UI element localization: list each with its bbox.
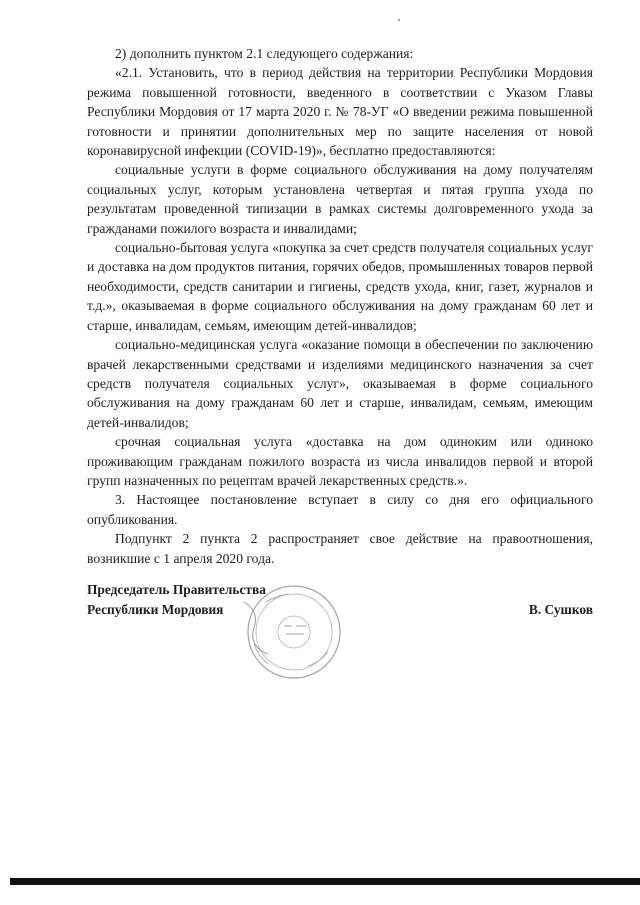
scan-speck xyxy=(398,19,400,21)
official-seal xyxy=(236,582,346,682)
paragraph-social-services: социальные услуги в форме социального обслуживания на дому получателям социальных услуг, которым установлена четвертая и пятая группа ухода по результатам проведенной типизации в рамках системы долговременного ухода за гражданами пожилого возраста и инвалидами; xyxy=(87,162,593,236)
signatory-title-line1: Председатель Правительства xyxy=(87,582,266,597)
paragraph-effective-date: 3. Настоящее постановление вступает в силу со дня его официального опубликования. xyxy=(87,492,593,527)
document-body xyxy=(87,44,593,568)
paragraph-urgent-service: срочная социальная услуга «доставка на дом одиноким или одиноко проживающим гражданам пожилого возраста из числа инвалидов первой и второй групп назначенных по рецептам врачей лекарственных средств.». xyxy=(87,434,593,488)
paragraph-amendment-intro: 2) дополнить пунктом 2.1 следующего содержания: xyxy=(115,46,414,61)
scan-bottom-edge xyxy=(10,878,640,885)
paragraph-2-1: «2.1. Установить, что в период действия на территории Республики Мордовия режима повышенной готовности, введенного в соответствии с Указом Главы Республики Мордовия от 17 марта 2020 г. № 78-УГ «О введении режима повышенной готовности и принятии дополнительных мер по защите населения от новой коронавирусной инфекции (COVID-19)», бесплатно предоставляются: xyxy=(87,65,593,159)
paragraph-retroactive: Подпункт 2 пункта 2 распространяет свое действие на правоотношения, возникшие с 1 апреля 2020 года. xyxy=(87,531,593,566)
paragraph-medical-service: социально-медицинская услуга «оказание помощи в обеспечении по заключению врачей лекарственными средствами и изделиями медицинского назначения за счет средств получателя социальных услуг», оказываемая в форме социального обслуживания на дому гражданам 60 лет и старше, инвалидам, семьям, имеющим детей-инвалидов; xyxy=(87,337,593,430)
paragraph-household-service: социально-бытовая услуга «покупка за счет средств получателя социальных услуг и доставка на дом продуктов питания, горячих обедов, промышленных товаров первой необходимости, средств санитарии и гигиены, средств ухода, книг, газет, журналов и т.д.», оказываемая в форме социального обслуживания на дому гражданам 60 лет и старше, инвалидам, семьям, имеющим детей-инвалидов; xyxy=(87,240,593,333)
signatory-title-line2: Республики Мордовия xyxy=(87,602,224,617)
signatory-name: В. Сушков xyxy=(528,602,593,617)
